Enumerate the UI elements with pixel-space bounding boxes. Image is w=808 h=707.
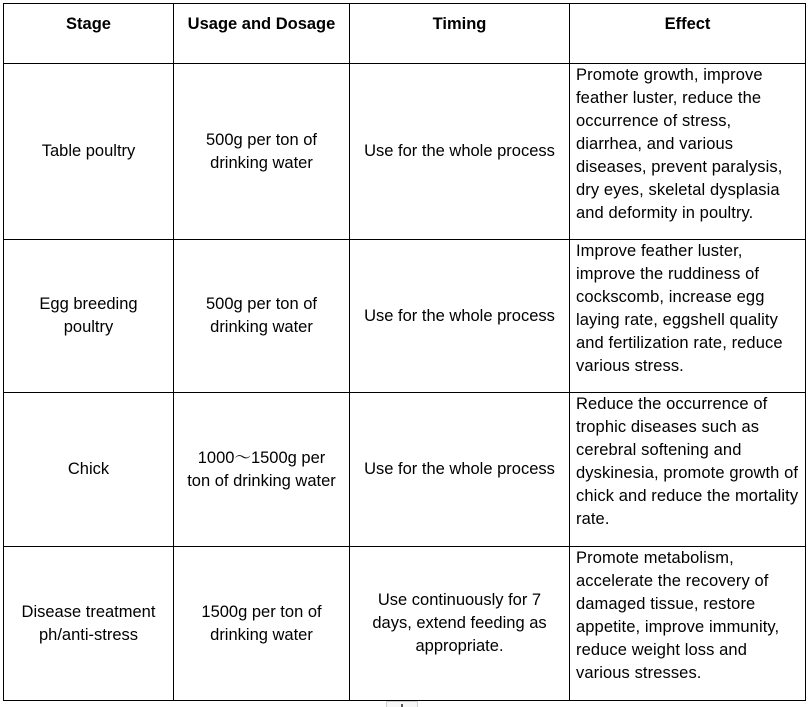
usage-cell [174, 64, 350, 240]
timing-text: Use for the whole process [364, 460, 555, 478]
header-stage: Stage [4, 4, 174, 64]
timing-text: Use continuously for 7 days, extend feeding as appropriate. [372, 591, 547, 655]
usage-text: 500g per ton of drinking water [205, 295, 317, 336]
timing-cell [350, 393, 570, 547]
usage-text: 1000～1500g per ton of drinking water [187, 448, 336, 490]
effect-text: Promote metabolism, accelerate the recovery of damaged tissue, restore appetite, improve immunity, reduce weight loss and various stresses. [576, 549, 780, 682]
timing-cell [350, 547, 570, 701]
timing-text: Use for the whole process [364, 142, 555, 160]
table-body [4, 64, 806, 701]
stage-text: Chick [67, 460, 110, 478]
effect-cell [570, 240, 806, 393]
stage-cell [4, 240, 174, 393]
usage-cell [174, 547, 350, 701]
effect-cell [570, 547, 806, 701]
effect-text: Improve feather luster, improve the ruddiness of cockscomb, increase egg laying rate, eggshell quality and fertilization rate, reduce various stress. [576, 242, 783, 375]
effect-text: Promote growth, improve feather luster, reduce the occurrence of stress, diarrhea, and various diseases, prevent paralysis, dry eyes, skeletal dysplasia and deformity in poultry. [576, 66, 783, 222]
timing-text: Use for the whole process [364, 306, 555, 325]
usage-cell [174, 240, 350, 393]
stage-cell [4, 393, 174, 547]
table-resize-handle[interactable] [386, 701, 418, 707]
timing-cell [350, 64, 570, 240]
header-effect: Effect [570, 4, 806, 64]
stage-text: Table poultry [41, 142, 136, 160]
header-timing: Timing [350, 4, 570, 64]
table-header [4, 4, 806, 64]
table-row [4, 547, 806, 701]
table-row [4, 393, 806, 547]
stage-cell [4, 547, 174, 701]
stage-cell [4, 64, 174, 240]
dosage-table [3, 3, 806, 701]
usage-cell [174, 393, 350, 547]
effect-text: Reduce the occurrence of trophic diseases such as cerebral softening and dyskinesia, promote growth of chick and reduce the mortality rate. [576, 395, 799, 528]
table-row [4, 64, 806, 240]
usage-text: 1500g per ton of drinking water [201, 602, 322, 644]
stage-text: Egg breeding poultry [39, 295, 138, 336]
effect-cell [570, 393, 806, 547]
stage-text: Disease treatment ph/anti-stress [21, 602, 156, 644]
effect-cell [570, 64, 806, 240]
header-row [4, 4, 806, 64]
header-usage-and-dosage: Usage and Dosage [174, 4, 350, 64]
usage-text: 500g per ton of drinking water [205, 130, 317, 172]
timing-cell [350, 240, 570, 393]
table-row [4, 240, 806, 393]
